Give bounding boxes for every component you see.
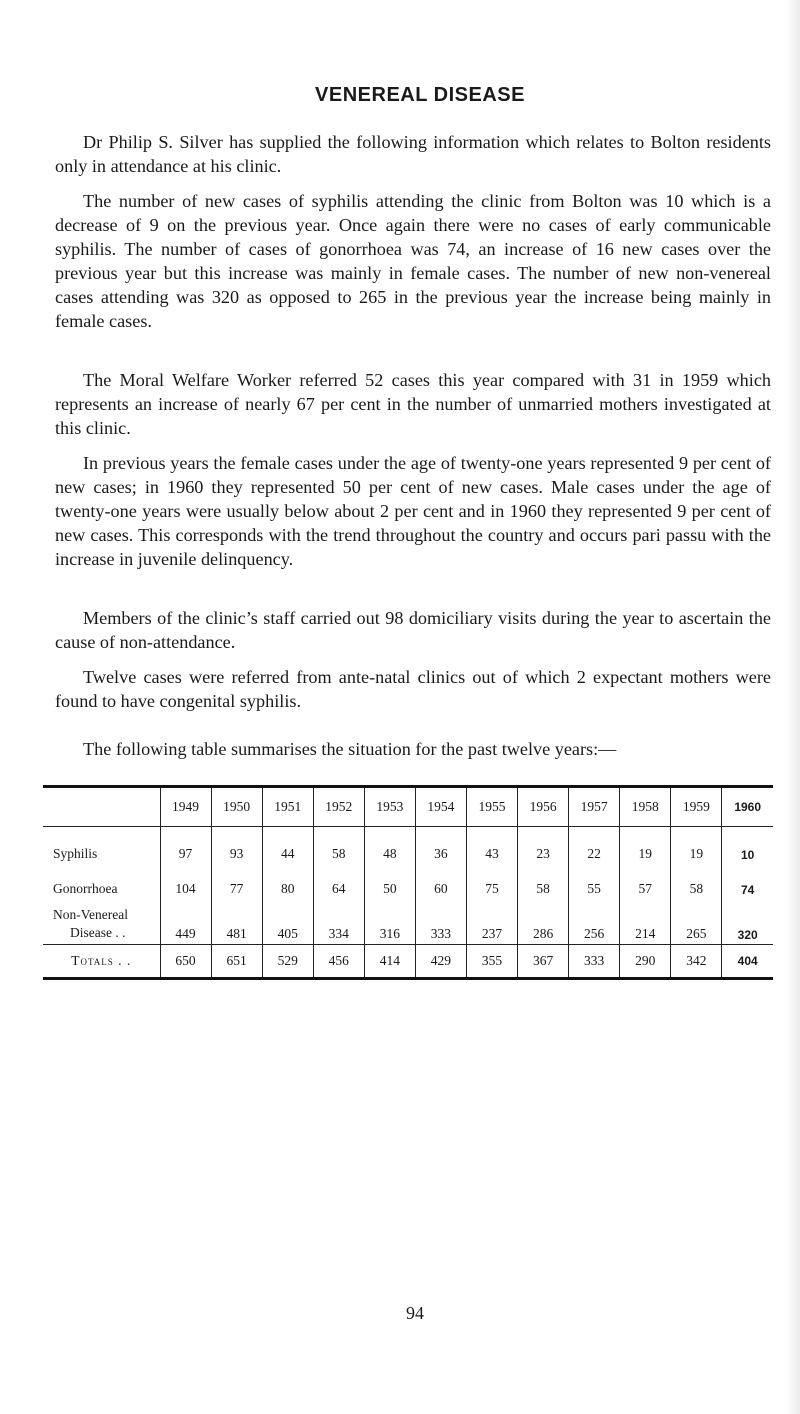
header-year: 1953 (364, 787, 415, 827)
paragraph-age-trends (55, 451, 771, 571)
table-cell: 333 (569, 945, 620, 979)
page-edge-shadow (786, 0, 800, 1414)
table-cell: 55 (569, 862, 620, 897)
row-label: Syphilis (53, 846, 98, 861)
table-cell: 481 (211, 897, 262, 945)
table-cell: 58 (671, 862, 722, 897)
table-row-non-venereal (43, 897, 773, 945)
table-cell: 320 (722, 897, 773, 945)
page-number: 94 (406, 1303, 424, 1323)
paragraph-ante-natal (55, 665, 771, 713)
table-cell: 77 (211, 862, 262, 897)
header-blank-cell (43, 787, 160, 827)
table-cell: 93 (211, 827, 262, 863)
table-cell: 355 (466, 945, 517, 979)
table-cell: 449 (160, 897, 211, 945)
table-cell: 43 (466, 827, 517, 863)
table-cell: 405 (262, 897, 313, 945)
table-cell: 97 (160, 827, 211, 863)
table-cell: 650 (160, 945, 211, 979)
header-year: 1950 (211, 787, 262, 827)
page-title: VENEREAL DISEASE (315, 84, 525, 106)
table-cell: 19 (620, 827, 671, 863)
table-cell: 342 (671, 945, 722, 979)
row-label (43, 897, 160, 945)
paragraph-text: Members of the clinic’s staff carried out 98 domiciliary visits during the year to ascertain the cause of non-attendance. (55, 608, 771, 652)
paragraph-table-intro (55, 737, 771, 761)
table-cell: 529 (262, 945, 313, 979)
paragraph-moral-welfare (55, 368, 771, 440)
table-cell: 36 (415, 827, 466, 863)
row-label-line: Non-Venereal (53, 907, 128, 922)
table-header-row (43, 787, 773, 827)
table-cell: 58 (518, 862, 569, 897)
table-cell: 290 (620, 945, 671, 979)
header-year: 1955 (466, 787, 517, 827)
paragraph-text: The following table summarises the situation for the past twelve years:— (83, 739, 617, 759)
row-label: Totals . . (43, 945, 160, 979)
table-cell: 23 (518, 827, 569, 863)
table-cell: 57 (620, 862, 671, 897)
table-cell: 50 (364, 862, 415, 897)
table-cell: 104 (160, 862, 211, 897)
header-year: 1958 (620, 787, 671, 827)
table-cell: 651 (211, 945, 262, 979)
header-year: 1954 (415, 787, 466, 827)
table-cell: 44 (262, 827, 313, 863)
table-cell: 60 (415, 862, 466, 897)
table-cell: 75 (466, 862, 517, 897)
venereal-disease-summary-table (43, 785, 773, 980)
header-year: 1960 (722, 787, 773, 827)
table-cell: 80 (262, 862, 313, 897)
table-cell: 256 (569, 897, 620, 945)
table-cell: 58 (313, 827, 364, 863)
table-cell: 19 (671, 827, 722, 863)
header-year: 1952 (313, 787, 364, 827)
table-cell: 404 (722, 945, 773, 979)
table-cell: 367 (518, 945, 569, 979)
header-year: 1957 (569, 787, 620, 827)
header-year: 1959 (671, 787, 722, 827)
table-cell: 214 (620, 897, 671, 945)
table-cell: 334 (313, 897, 364, 945)
table-cell: 74 (722, 862, 773, 897)
paragraph-text: In previous years the female cases under the age of twenty-one years represented 9 per cent of new cases; in 1960 they represented 50 per cent of new cases. Male cases under the age of twenty-one years were usually below about 2 per cent and in 1960 they represented 9 per cent of new cases. This corresponds with the trend throughout the country and occurs pari passu with the increase in juvenile delinquency. (55, 453, 771, 569)
table-cell: 429 (415, 945, 466, 979)
table-cell: 414 (364, 945, 415, 979)
table-row-totals (43, 945, 773, 979)
paragraph-intro (55, 130, 771, 178)
paragraph-syphilis-cases (55, 189, 771, 333)
table-cell: 286 (518, 897, 569, 945)
paragraph-text: Twelve cases were referred from ante-natal clinics out of which 2 expectant mothers were found to have congenital syphilis. (55, 667, 771, 711)
header-year: 1949 (160, 787, 211, 827)
table-cell: 456 (313, 945, 364, 979)
paragraph-text: The Moral Welfare Worker referred 52 cases this year compared with 31 in 1959 which represents an increase of nearly 67 per cent in the number of unmarried mothers investigated at this clinic. (55, 370, 771, 438)
paragraph-text: Dr Philip S. Silver has supplied the following information which relates to Bolton residents only in attendance at his clinic. (55, 132, 771, 176)
header-year: 1951 (262, 787, 313, 827)
header-year: 1956 (518, 787, 569, 827)
table-cell: 333 (415, 897, 466, 945)
table-row-gonorrhoea (43, 862, 773, 897)
summary-table-wrapper (43, 785, 773, 980)
paragraph-domiciliary-visits (55, 606, 771, 654)
row-label-line: Disease . . (70, 925, 126, 940)
row-label: Gonorrhoea (53, 881, 118, 896)
table-cell: 316 (364, 897, 415, 945)
table-cell: 265 (671, 897, 722, 945)
table-cell: 64 (313, 862, 364, 897)
table-cell: 10 (722, 827, 773, 863)
table-cell: 237 (466, 897, 517, 945)
paragraph-text: The number of new cases of syphilis attending the clinic from Bolton was 10 which is a decrease of 9 on the previous year. Once again there were no cases of early communicable syphilis. The number of cases of gonorrhoea was 74, an increase of 16 new cases over the previous year but this increase was mainly in female cases. The number of new non-venereal cases attending was 320 as opposed to 265 in the previous year the increase being mainly in female cases. (55, 191, 771, 331)
table-cell: 22 (569, 827, 620, 863)
table-cell: 48 (364, 827, 415, 863)
table-row-syphilis (43, 827, 773, 863)
